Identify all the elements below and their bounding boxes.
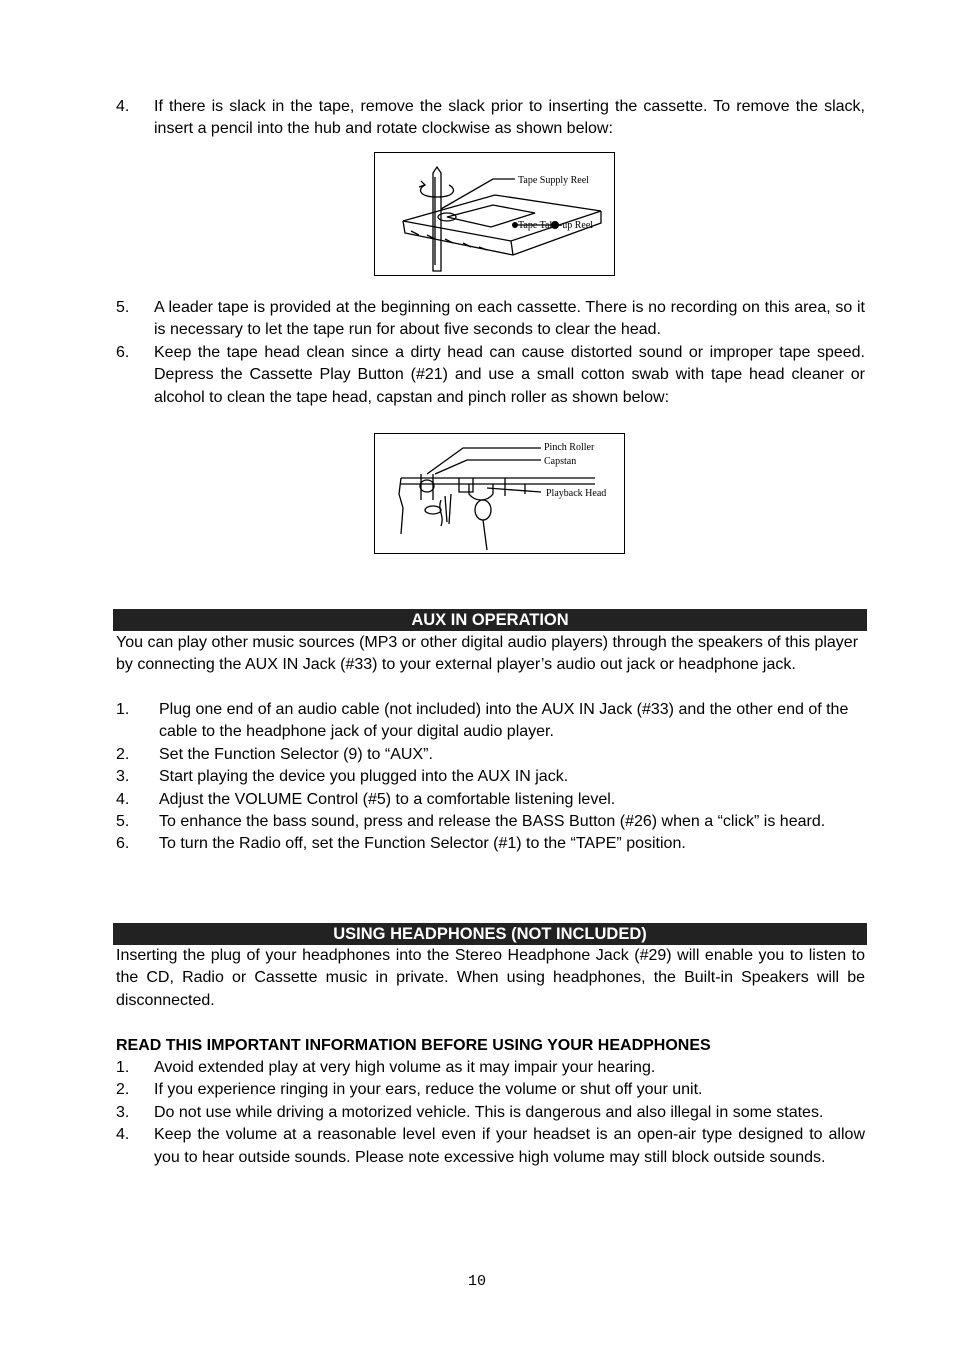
tape-head-cleaning-figure xyxy=(374,433,625,554)
tape-steps-list-a xyxy=(116,96,865,141)
page-number: 10 xyxy=(467,1273,486,1290)
headphones-warnings-list xyxy=(116,1057,865,1169)
list-item-text: Plug one end of an audio cable (not included) into the AUX IN Jack (#33) and the other end of the cable to the headphone jack of your digital audio player. xyxy=(159,701,849,741)
pinch-roller-label: Pinch Roller xyxy=(544,442,595,453)
list-item-text: To enhance the bass sound, press and release the BASS Button (#26) when a “click” is heard. xyxy=(159,813,826,831)
list-item-number: 2. xyxy=(116,745,130,763)
list-item xyxy=(116,699,865,744)
list-item-number: 4. xyxy=(116,790,130,808)
list-item-number: 1. xyxy=(116,701,130,718)
list-item-number: 2. xyxy=(116,1081,130,1099)
aux-steps-list xyxy=(116,699,865,856)
list-item xyxy=(116,342,865,409)
list-item xyxy=(116,96,865,141)
cassette-slack-figure xyxy=(374,152,615,276)
list-item-text: A leader tape is provided at the beginning on each cassette. There is no recording on this area, so it is necessary to let the tape run for about five seconds to clear the head. xyxy=(154,299,865,339)
tape-head-illustration xyxy=(375,434,624,553)
playback-head-label: Playback Head xyxy=(546,488,607,499)
list-item xyxy=(116,766,865,788)
tape-supply-reel-label: Tape Supply Reel xyxy=(518,175,589,186)
list-item-text: Adjust the VOLUME Control (#5) to a comfortable listening level. xyxy=(159,790,616,808)
list-item xyxy=(116,744,865,766)
aux-intro: You can play other music sources (MP3 or other digital audio players) through the speakers of this player by connecting the AUX IN Jack (#33) to your external player’s audio out jack or headphone jack. xyxy=(116,634,859,674)
list-item-text: Start playing the device you plugged into the AUX IN jack. xyxy=(159,768,569,786)
headphones-heading: USING HEADPHONES (NOT INCLUDED) xyxy=(113,923,867,945)
list-item-number: 6. xyxy=(116,835,130,853)
list-item-text: Keep the volume at a reasonable level even if your headset is an open-air type designed to allow you to hear outside sounds. Please note excessive high volume may still block outside sounds. xyxy=(154,1126,865,1166)
tape-takeup-reel-label: Tape Take-up Reel xyxy=(518,220,594,231)
list-item xyxy=(116,1102,865,1124)
list-item-number: 1. xyxy=(116,1059,130,1076)
headphones-intro: Inserting the plug of your headphones into the Stereo Headphone Jack (#29) will enable you to listen to the CD, Radio or Cassette music in private. When using headphones, the Built-in Speakers will be disconnected. xyxy=(116,947,865,1009)
list-item-number: 5. xyxy=(116,299,130,316)
list-item-text: Set the Function Selector (9) to “AUX”. xyxy=(159,745,433,763)
headphones-warning-title: READ THIS IMPORTANT INFORMATION BEFORE USING YOUR HEADPHONES xyxy=(116,1037,711,1054)
list-item-number: 3. xyxy=(116,1103,130,1121)
list-item-number: 4. xyxy=(116,1126,130,1144)
list-item xyxy=(116,1079,865,1101)
aux-in-heading: AUX IN OPERATION xyxy=(113,609,867,631)
tape-steps-list-b xyxy=(116,297,865,409)
capstan-label: Capstan xyxy=(544,456,577,467)
list-item-number: 3. xyxy=(116,768,130,786)
list-item xyxy=(116,1124,865,1169)
list-item xyxy=(116,297,865,342)
list-item-text: If you experience ringing in your ears, reduce the volume or shut off your unit. xyxy=(154,1081,703,1099)
list-item xyxy=(116,789,865,811)
list-item-text: Keep the tape head clean since a dirty head can cause distorted sound or improper tape speed. Depress the Cassette Play Button (#21) and use a small cotton swab with tape head cleaner or alcohol to clean the tape head, capstan and pinch roller as shown below: xyxy=(154,343,865,406)
list-item-text: Do not use while driving a motorized vehicle. This is dangerous and also illegal in some states. xyxy=(154,1103,824,1121)
list-item xyxy=(116,811,865,833)
list-item-number: 5. xyxy=(116,813,130,831)
list-item-text: To turn the Radio off, set the Function Selector (#1) to the “TAPE” position. xyxy=(159,835,686,853)
list-item-number: 6. xyxy=(116,343,130,361)
list-item xyxy=(116,833,865,855)
cassette-illustration xyxy=(375,153,614,275)
list-item xyxy=(116,1057,865,1079)
list-item-text: Avoid extended play at very high volume as it may impair your hearing. xyxy=(154,1059,656,1076)
list-item-number: 4. xyxy=(116,98,130,115)
list-item-text: If there is slack in the tape, remove the slack prior to inserting the cassette. To remove the slack, insert a pencil into the hub and rotate clockwise as shown below: xyxy=(154,98,865,138)
